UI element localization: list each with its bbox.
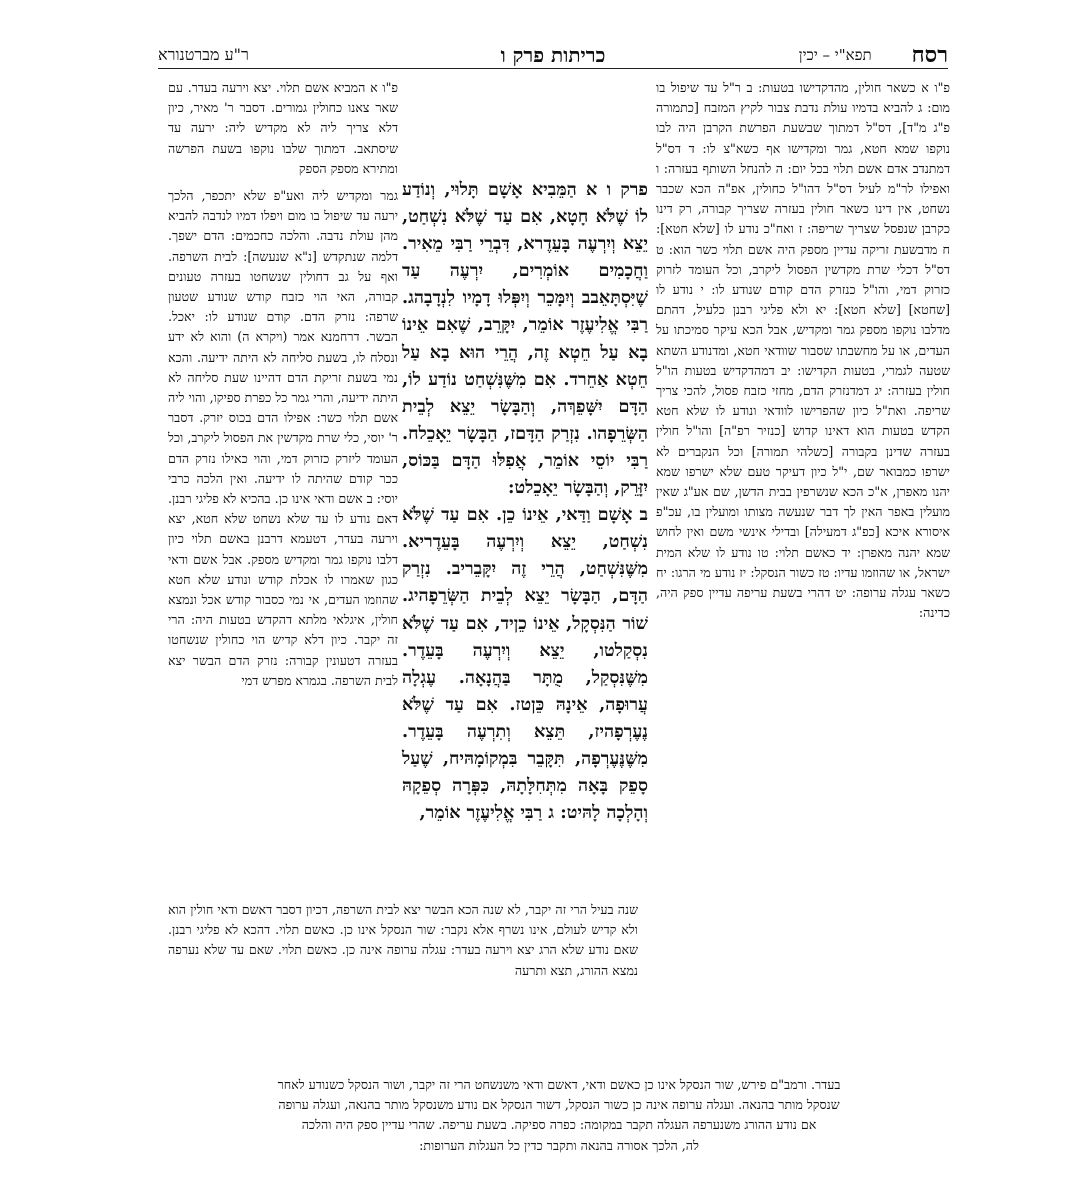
footer-line: לה, הלכך אסורה בהנאה ותקבר כדין כל העגלות הערופות: (419, 1137, 699, 1153)
footer-line: בעדר. ורמב"ם פירש, שור הנסקל אינו כן כאשם ודאי, דאשם ודאי משנשחט הרי זה יקבר, ושור הנסקל כשנודע לאחר (277, 1077, 841, 1092)
page-number: רסח (911, 42, 948, 68)
bartenura-bottom-text: שנה בעיל הרי זה יקבר, לא שנה הכא הבשר יצא לבית השרפה, דכיון דסבר דאשם ודאי חולין הוא ולא קדיש לעולם, אינו נשרף אלא נקבר: שור הנסקל אינו כן. כאשם תלוי. דהכא לא פליגי רבנן. שאם נודע שלא הרג יצא וירעה בעדר: עגלה ערופה אינה כן. כאשם תלוי. שאם עד שלא נערפה נמצא ההורג, תצא ותרעה (168, 902, 638, 978)
header-rule (158, 68, 948, 69)
tiferes-yisrael-text: פ"ו א כשאר חולין, מהדקדישו בטעות: ב ר"ל עד שיפול בו מום: ג להביא בדמיו עולת נדבת צבור לקיץ המזבח [כתמורה פ"ג מ"ד], דס"ל דמתוך שבשעת הפרשת הקרבן היה לבו נוקפו שמא חטא, גמר ומקדישו אף כשא"צ לו: ד דס"ל דמתנדב אדם אשם תלוי בכל יום: ה להנחל השותף בעזרה: ו ואפילו לר"מ לעיל דס"ל דהו"ל כחולין, אפ"ה הכא שכבר נשחט, אין דינו כשאר חולין בעזרה שצריך קבורה, רק דינו כקרבן שנפסל שצריך שריפה: ז ואח"כ נודע לו [שלא חטא]: ח מדבשעת זריקה עדיין מספק היה אשם תלוי כשר הוא: ט דס"ל דכלי שרת מקדשין הפסול ליקרב, וכל העומד לזרוק כזרוק דמי, והו"ל כנזרק הדם קודם שנודע לו: י נודע לו [שחטא] [שלא חטא]: יא ולא פליגי רבנן כלעיל, דהתם מדלבו נוקפו מספק גמר ומקדיש, אבל הכא עיקר סמיכתו על העדים, או על מחשבתו שסבור שוודאי חטא, ומדנודע השתא שטעה לגמרי, בטעות הקדישו: יב דמהדקדיש בטעות הו"ל חולין בעזרה: יג דמדנזרק הדם, מחזי כזבח פסול, להכי צריך שריפה. ואת"ל כיון שהפרישו לוודאי ונודע לו שלא חטא הקדש בטעות הוא דאינו קדוש [כנזיר רפ"ה] והו"ל חולין בעזרה שדינן בקבורה [כשלהי תמורה] וכל הנקברים לא ישרפו כמבואר שם, י"ל כיון דעיקר טעם שלא ישרפו שמא יהנו מאפרן, א"כ הכא שנשרפין בבית הדשן, שם אע"ג שאין מועלין באפר האין לך דבר שנעשה מצותו ומועלין בו, עכ"פ איסורא איכא [כפ"ג דמעילה] ובדילי אינשי משם ואין לחוש שמא יהנה מאפרן: יד כאשם תלוי: טו נודע לו שלא המית ישראל, או שהוזמו עדיו: טז כשור הנסקל: יז נודע מי הרגו: יח כשאר עגלה ערופה: יט דהרי בשעת עריפה עדיין ספק היה, כדינה: (656, 80, 950, 621)
footer-line: אם נודע ההורג משנערפה העגלה תקבר במקומה: כפרה ספיקה. בשעת עריפה. שהרי עדיין ספק היה והלכה (301, 1117, 817, 1133)
mishnah-paragraph-1: פרק ו א הַמֵּבִיא אָשָׁם תָּלוּי, וְנוֹדַע לוֹ שֶׁלֹּא חָטָא, אִם עַד שֶׁלֹּא נִשְׁחַט, יֵצֵא וְיִרְעֶה בָּעֵדֶרא, דִּבְרֵי רַבִּי מֵאִיר. וַחֲכָמִים אוֹמְרִים, יִרְעֶה עַד שֶׁיִּסְתָּאֵבב וְיִמָּכֵר וְיִפְּלוּ דָמָיו לִנְדָבָהג. רַבִּי אֱלִיעֶזֶר אוֹמֵר, יִקָּרֵב, שֶׁאִם אֵינוֹ בָא עַל חֵטְא זֶה, הֲרֵי הוּא בָא עַל חֵטְא אַחֵרד. אִם מִשֶּׁנִּשְׁחַט נוֹדַע לוֹ, הַדָּם יִשָּׁפֵךְה, וְהַבָּשָׂר יֵצֵא לְבֵית הַשְּׂרֵפָהו. נִזְרַק הַדָּםז, הַבָּשָׂר יֵאָכֵלח. רַבִּי יוֹסֵי אוֹמֵר, אֲפִלּוּ הַדָּם בַּכּוֹס, יִזָּרֵק, וְהַבָּשָׂר יֵאָכֵלט: (402, 179, 648, 499)
bartenura-left-text: גמר ומקדיש ליה ואע"פ שלא יתכפר, הלכך ירעה עד שיפול בו מום ויפלו דמיו לנדבה להביא מהן עולת נדבה. והלכה כחכמים: הדם ישפך. דלמה שנתקדש [נ"א שנעשה]: לבית השרפה. ואף על גב דחולין שנשחטו בעזרה טעונים קבורה, האי הוי כזבח קודש שנודע שטעון שרפה: נזרק הדם. קודם שנודע לו: יאכל. הבשר. דרחמנא אמר (ויקרא ה) והוא לא ידע ונסלח לו, בשעת סליחה לא היתה ידיעה. והכא נמי בשעת זריקת הדם דהיינו שעת סליחה לא היתה ידיעה, והרי גמר כל כפרת ספיקו, והוי ליה אשם תלוי כשר: אפילו הדם בכוס יזרק. דסבר ר' יוסי, כלי שרת מקדשין את הפסול ליקרב, וכל העומד ליזרק כזרוק דמי, והוי כאילו נזרק הדם ככר קודם שהיתה לו ידיעה. ואין הלכה כרבי יוסי: ב אשם ודאי אינו כן. בהכיא לא פליגי רבנן. דאם נודע לו עד שלא נשחט שלא חטא, יצא וירעה בעדר, דטעמא דרבנן באשם תלוי כיון דלבו נוקפו גמר ומקדיש מספק. אבל אשם ודאי כגון שאמרו לו אכלת קודש ונודע שלא חטא שהוזמו העדים, אי נמי כסבור קודש אכל ונמצא חולין, איגלאי מלתא דהקדש בטעות היה: הרי זה יקבר. כיון דלא קדיש הוי כחולין שנשחטו בעזרה דטעונין קבורה: נזרק הדם הבשר יצא לבית השרפה. בגמרא מפרש דמי (168, 188, 398, 688)
running-header (158, 40, 948, 70)
mishnah-column (402, 176, 648, 826)
bartenura-top (168, 78, 398, 179)
bartenura-column (168, 186, 398, 691)
mishnah-paragraph-2: ב אָשָׁם וַדַּאי, אֵינוֹ כֵן. אִם עַד שֶׁלֹּא נִשְׁחַט, יֵצֵא וְיִרְעֶה בָּעֵדֶריא. מִשֶּׁנִּשְׁחַט, הֲרֵי זֶה יִקָּבֵריב. נִזְרַק הַדָּם, הַבָּשָׂר יֵצֵא לְבֵית הַשְּׂרֵפָהיג. שׁוֹר הַנִּסְקָל, אֵינוֹ כֵןיד, אִם עַד שֶׁלֹּא נִסְקַלטו, יֵצֵא וְיִרְעֶה בָּעֵדֶר. מִשֶּׁנִּסְקַל, מֻתָּר בַּהֲנָאָה. עֶגְלָה עֲרוּפָה, אֵינָהּ כֵּןטז. אִם עַד שֶׁלֹּא נֶעֶרְפָהיז, תֵּצֵא וְתִרְעֶה בָּעֵדֶר. מִשֶּׁנֶּעֶרְפָה, תִּקָּבֵר בִּמְקוֹמָהּיח, שֶׁעַל סָפֵק בָּאָה מִתְּחִלָּתָהּ, כִּפְּרָה סְפֵקָהּ וְהָלְכָה לָהּיט: ג רַבִּי אֱלִיעֶזֶר אוֹמֵר, (402, 504, 648, 824)
page-title: כריתות פרק ו (500, 42, 606, 67)
footer-line: שנסקל מותר בהנאה. ועגלה ערופה אינה כן כשור הנסקל, דשור הנסקל אם נודע משנסקל מותר בהנאה, ועגלה ערופה (278, 1097, 840, 1113)
bartenura-bottom (168, 900, 638, 981)
tiferes-yisrael-column (656, 78, 950, 623)
header-range: תפא"י – יכין (798, 45, 872, 64)
commentary-name: ר"ע מברטנורא (158, 45, 249, 64)
bartenura-top-text: פ"ו א המביא אשם תלוי. יצא וירעה בעדר. עם שאר צאנו כחולין גמורים. דסבר ר' מאיר, כיון דלא צריך ליה לא מקדיש ליה: ירעה עד שיסתאב. דמתוך שלבו נוקפו בשעת הפרשה ומתירא מספק הספק (168, 80, 398, 176)
footer-commentary (168, 1075, 950, 1156)
